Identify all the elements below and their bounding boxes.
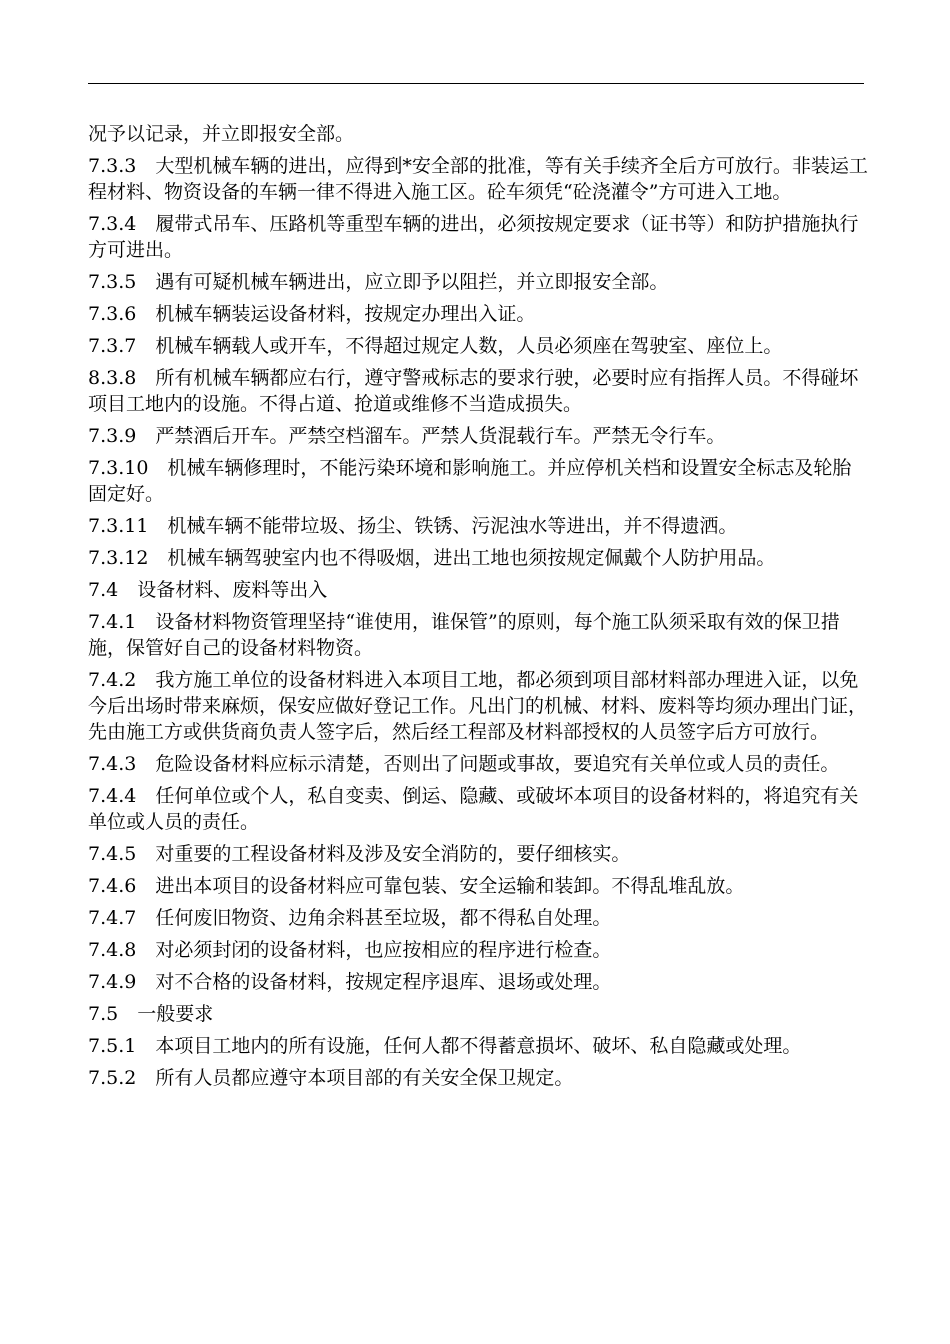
paragraph: 7.3.9 严禁酒后开车。严禁空档溜车。严禁人货混载行车。严禁无令行车。	[88, 425, 726, 447]
paragraph: 7.5.1 本项目工地内的所有设施，任何人都不得蓄意损坏、破坏、私自隐藏或处理。	[88, 1035, 802, 1057]
header-rule	[88, 83, 864, 84]
paragraph: 7.3.4 履带式吊车、压路机等重型车辆的进出，必须按规定要求（证书等）和防护措施执行方可进出。	[88, 213, 859, 261]
paragraph: 7.4.7 任何废旧物资、边角余料甚至垃圾，都不得私自处理。	[88, 907, 612, 929]
paragraph: 7.3.10 机械车辆修理时，不能污染环境和影响施工。并应停机关档和设置安全标志及轮胎固定好。	[88, 457, 852, 505]
paragraph: 7.3.6 机械车辆装运设备材料，按规定办理出入证。	[88, 303, 536, 325]
paragraph: 7.3.3 大型机械车辆的进出，应得到*安全部的批准，等有关手续齐全后方可放行。非装运工程材料、物资设备的车辆一律不得进入施工区。砼车须凭“砼浇灌令”方可进入工地。	[88, 155, 868, 203]
paragraph: 7.3.5 遇有可疑机械车辆进出，应立即予以阻拦，并立即报安全部。	[88, 271, 669, 293]
paragraph: 7.4.3 危险设备材料应标示清楚，否则出了问题或事故，要追究有关单位或人员的责任。	[88, 753, 840, 775]
paragraph: 7.4.4 任何单位或个人，私自变卖、倒运、隐藏、或破坏本项目的设备材料的，将追究有关单位或人员的责任。	[88, 785, 859, 833]
paragraph: 7.3.12 机械车辆驾驶室内也不得吸烟，进出工地也须按规定佩戴个人防护用品。	[88, 547, 776, 569]
paragraph: 7.4.6 进出本项目的设备材料应可靠包装、安全运输和装卸。不得乱堆乱放。	[88, 875, 745, 897]
paragraph: 7.4.5 对重要的工程设备材料及涉及安全消防的，要仔细核实。	[88, 843, 631, 865]
document-body	[88, 121, 868, 1097]
paragraph: 7.4.8 对必须封闭的设备材料，也应按相应的程序进行检查。	[88, 939, 612, 961]
paragraph: 7.3.11 机械车辆不能带垃圾、扬尘、铁锈、污泥浊水等进出，并不得遗洒。	[88, 515, 738, 537]
paragraph: 7.5.2 所有人员都应遵守本项目部的有关安全保卫规定。	[88, 1067, 574, 1089]
paragraph: 7.4.1 设备材料物资管理坚持“谁使用，谁保管”的原则，每个施工队须采取有效的保卫措施，保管好自己的设备材料物资。	[88, 611, 840, 659]
section-heading: 7.4 设备材料、废料等出入	[88, 579, 328, 601]
paragraph: 况予以记录，并立即报安全部。	[88, 123, 355, 145]
paragraph: 7.4.2 我方施工单位的设备材料进入本项目工地，都必须到项目部材料部办理进入证，以免今后出场时带来麻烦，保安应做好登记工作。凡出门的机械、材料、废料等均须办理出门证，先由施工方或供货商负责人签字后，然后经工程部及材料部授权的人员签字后方可放行。	[88, 669, 868, 743]
paragraph: 7.3.7 机械车辆载人或开车，不得超过规定人数，人员必须座在驾驶室、座位上。	[88, 335, 783, 357]
paragraph: 8.3.8 所有机械车辆都应右行，遵守警戒标志的要求行驶，必要时应有指挥人员。不得碰坏项目工地内的设施。不得占道、抢道或维修不当造成损失。	[88, 367, 859, 415]
section-heading: 7.5 一般要求	[88, 1003, 214, 1025]
paragraph: 7.4.9 对不合格的设备材料，按规定程序退库、退场或处理。	[88, 971, 612, 993]
